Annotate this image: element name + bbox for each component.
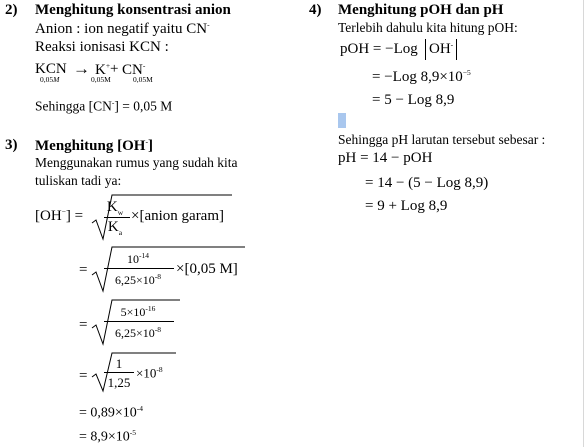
equals-sign: =	[79, 368, 88, 384]
eq-k-ion: K+	[95, 61, 111, 78]
section-4-number: 4)	[309, 2, 322, 18]
conc-kcn: 0,05M	[40, 75, 60, 84]
section-3-line-2: tuliskan tadi ya:	[35, 173, 122, 188]
ph-intro: Sehingga pH larutan tersebut sebesar :	[338, 132, 546, 147]
r4-numerator: 1	[115, 356, 123, 371]
reaction-label: Reaksi ionisasi KCN :	[35, 39, 169, 55]
fraction-bar	[104, 268, 174, 269]
oh-result-2: = $8,9\times 10^{-5}$	[79, 428, 137, 445]
cn-concentration-result: Sehingga [CN-] = 0,05 M	[35, 98, 173, 114]
r4-tail: $\times 10^{-8}$	[136, 365, 163, 381]
section-3-number: 3)	[5, 137, 18, 153]
oh-lhs: [OH−] =	[35, 207, 84, 224]
fraction-bar	[104, 372, 134, 373]
equals-sign: =	[79, 262, 88, 278]
conc-k: 0,05M	[91, 75, 111, 84]
ph-line-3: = 9 + Log 8,9	[365, 198, 448, 214]
r4-denominator: 1,25	[107, 375, 131, 390]
fraction-bar	[104, 217, 130, 218]
r3-denominator: $6,25\times 10^{-8}$	[114, 325, 162, 340]
fraction-bar	[104, 321, 174, 322]
eq-cn-ion: CN-	[122, 61, 146, 78]
poh-line-3: = 5 − Log 8,9	[372, 92, 455, 108]
section-3-line-1: Menggunakan rumus yang sudah kita	[35, 155, 238, 170]
conc-cn: 0,05M	[133, 75, 153, 84]
ph-line-2: = 14 − (5 − Log 8,9)	[365, 175, 489, 191]
text-cursor-highlight	[338, 113, 346, 128]
anion-text: Anion : ion negatif yaitu CN-	[35, 20, 210, 37]
r2-numerator: $10^{-14}$	[127, 251, 149, 266]
equals-sign: =	[79, 317, 88, 333]
section-4-line-1: Terlebih dahulu kita hitung pOH:	[338, 20, 518, 35]
eq-kcn: KCN	[35, 61, 67, 77]
section-4-title: Menghitung pOH dan pH	[338, 2, 504, 18]
ph-line-1: pH = 14 − pOH	[338, 150, 433, 166]
section-2-title: Menghitung konsentrasi anion	[35, 2, 231, 18]
times-anion-garam: ×[anion garam]	[131, 208, 225, 224]
r2-tail: ×[0,05 M]	[176, 261, 238, 277]
poh-line-2: = −Log $8,9\times 10^{-5}$	[372, 68, 471, 85]
ka-denominator: $K_a$	[107, 219, 123, 237]
oh-result-1: = $0,89\times 10^{-4}$	[79, 404, 144, 421]
kw-numerator: $K_w$	[106, 199, 124, 217]
section-2-number: 2)	[5, 2, 18, 18]
eq-plus: +	[110, 61, 119, 77]
poh-line-1: pOH = −Log	[340, 41, 418, 57]
oh-concentration-box: OH-	[425, 39, 457, 60]
page-edge-line	[583, 0, 584, 447]
r3-numerator: $5\times 10^{-16}$	[120, 304, 156, 319]
arrow-icon: →	[73, 59, 90, 78]
r2-denominator: $6,25\times 10^{-8}$	[114, 272, 162, 287]
section-3-title: Menghitung [OH-]	[35, 137, 153, 154]
